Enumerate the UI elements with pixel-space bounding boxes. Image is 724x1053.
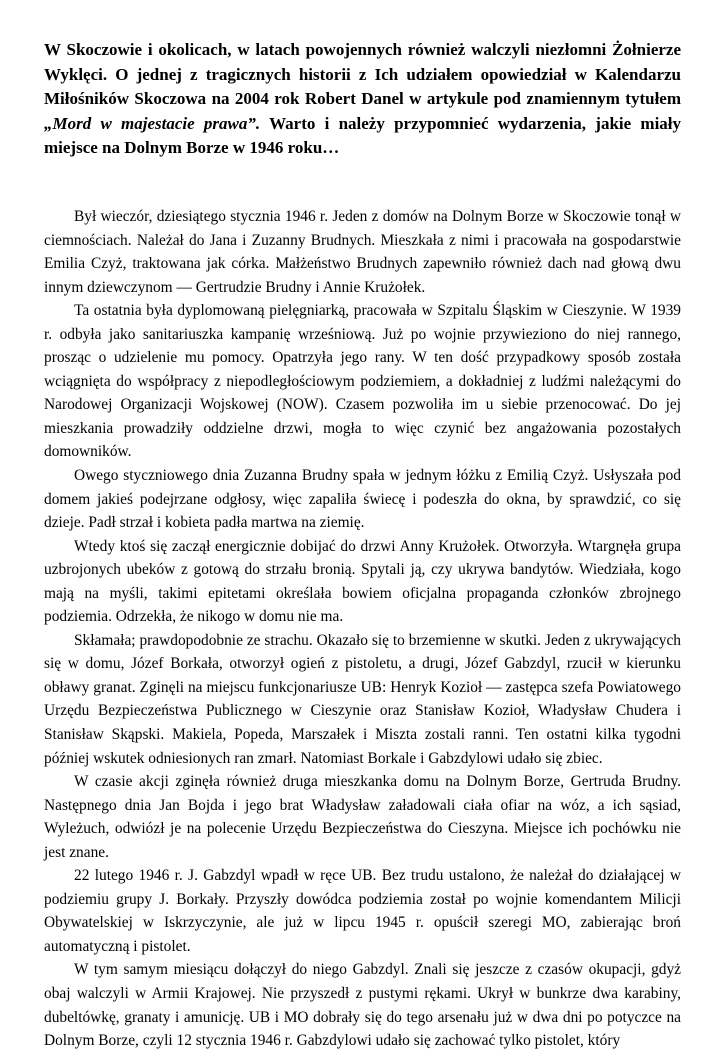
article-body: [44, 205, 681, 1053]
intro-text-end: Warto i należy przypomnieć wydarzenia, jakie miały miejsce na Dolnym Borze w 1946 roku…: [44, 113, 682, 158]
document-page: [44, 38, 681, 1053]
paragraph: W czasie akcji zginęła również druga mieszkanka domu na Dolnym Borze, Gertruda Brudny. Następnego dnia Jan Bojda i jego brat Władysław załadowali ciała ofiar na wóz, a ich sąsiad, Wyleżuch, odwiózł je na polecenie Urzędu Bezpieczeństwa do Cieszyna. Miejsce ich pochówku nie jest znane.: [44, 773, 681, 861]
paragraph: Wtedy ktoś się zaczął energicznie dobijać do drzwi Anny Krużołek. Otworzyła. Wtargnęła grupa uzbrojonych ubeków z gotową do strzału bronią. Spytali ją, czy ukrywa bandytów. Wiedziała, kogo mają na myśli, takimi epitetami określała bowiem oficjalna propaganda członków zbrojnego podziemia. Odrzekła, że nikogo w domu nie ma.: [44, 537, 681, 626]
intro-text-start: W Skoczowie i okolicach, w latach powojennych również walczyli niezłomni Żołnierze Wyklęci. O jednej z tragicznych historii z Ich udziałem opowiedział w Kalendarzu Miłośników Skoczowa na 2004 rok Robert Danel w artykule pod znamiennym tytułem: [44, 40, 681, 109]
paragraph: Skłamała; prawdopodobnie ze strachu. Okazało się to brzemienne w skutki. Jeden z ukrywających się w domu, Józef Borkała, otworzył ogień z pistoletu, a drugi, Józef Gabzdyl, rzucił w kierunku obławy granat. Zginęli na miejscu funkcjonariusze UB: Henryk Kozioł — zastępca szefa Powiatowego Urzędu Bezpieczeństwa Publicznego w Cieszynie oraz Stanisław Kozioł, Władysław Chudera i Stanisław Skąpski. Makiela, Popeda, Marszałek i Miszta zostali ranni. Ten ostatni kilka tygodni później wskutek odniesionych ran zmarł. Natomiast Borkale i Gabzdylowi udało się zbiec.: [44, 631, 681, 767]
intro-lead: [44, 38, 681, 161]
paragraph: Owego styczniowego dnia Zuzanna Brudny spała w jednym łóżku z Emilią Czyż. Usłyszała pod domem jakieś podejrzane odgłosy, więc zapaliła świecę i podeszła do okna, by sprawdzić, co się dzieje. Padł strzał i kobieta padła martwa na ziemię.: [44, 466, 681, 532]
article-title: „Mord w majestacie prawa”.: [44, 113, 261, 133]
paragraph: Był wieczór, dziesiątego stycznia 1946 r. Jeden z domów na Dolnym Borze w Skoczowie tonął w ciemnościach. Należał do Jana i Zuzanny Brudnych. Mieszkała z nimi i pracowała na gospodarstwie Emilia Czyż, traktowana jak córka. Małżeństwo Brudnych zapewniło również dach nad głową dwu innym dziewczynom — Gertrudzie Brudny i Annie Krużołek.: [44, 207, 681, 296]
paragraph: 22 lutego 1946 r. J. Gabzdyl wpadł w ręce UB. Bez trudu ustalono, że należał do działającej w podziemiu grupy J. Borkały. Przyszły dowódca podziemia został po wojnie komendantem Milicji Obywatelskiej w Iskrzyczynie, ale już w lipcu 1945 r. opuścił szeregi MO, zabierając broń automatyczną i pistolet.: [44, 867, 681, 955]
paragraph: W tym samym miesiącu dołączył do niego Gabzdyl. Znali się jeszcze z czasów okupacji, gdyż obaj walczyli w Armii Krajowej. Nie przyszedł z pustymi rękami. Ukrył w bunkrze dwa karabiny, dubeltówkę, granaty i amunicję. UB i MO dobrały się do tego arsenału już w dwa dni po potyczce na Dolnym Borze, czyli 12 stycznia 1946 r. Gabzdylowi udało się zachować tylko pistolet, który: [44, 961, 681, 1050]
paragraph: Ta ostatnia była dyplomowaną pielęgniarką, pracowała w Szpitalu Śląskim w Cieszynie. W 1939 r. odbyła jako sanitariuszka kampanię wrześniową. Już po wojnie przywieziono do niej rannego, prosząc o udzielenie mu pomocy. Opatrzyła jego rany. W ten dość przypadkowy sposób została wciągnięta do współpracy z niepodległościowym podziemiem, a dokładniej z ludźmi należącymi do Narodowej Organizacji Wojskowej (NOW). Czasem pozwoliła im u siebie przenocować. Do jej mieszkania prowadziły oddzielne drzwi, mogła to więc czynić bez angażowania pozostałych domowników.: [44, 302, 681, 461]
